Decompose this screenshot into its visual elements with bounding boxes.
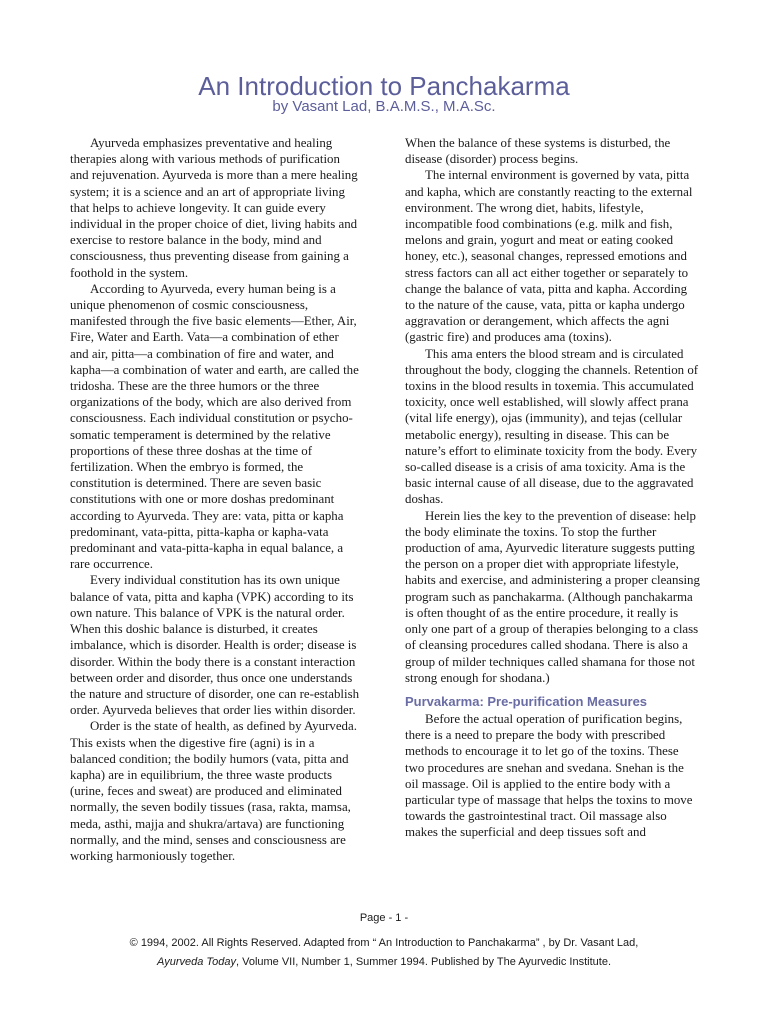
right-column <box>405 135 700 841</box>
paragraph: According to Ayurveda, every human being is a unique phenomenon of cosmic consciousness, manifested through the five basic elements—Ether, Air, Fire, Water and Earth. Vata—a combination of ether and air, pitta—a combination of fire and water, and kapha—a combination of water and earth, are called the tridosha. These are the three humors or the three organizations of the body, which are also derived from consciousness. Each individual constitution or psycho-somatic temperament is determined by the relative proportions of these three doshas at the time of fertilization. When the embryo is formed, the constitution is determined. There are seven basic constitutions with one or more doshas predominant according to Ayurveda. They are: vata, pitta or kapha predominant, vata-pitta, pitta-kapha or kapha-vata predominant and vata-pitta-kapha in equal balance, a rare occurrence. <box>70 281 359 572</box>
paragraph: Before the actual operation of purification begins, there is a need to prepare the body with prescribed methods to encourage it to let go of the toxins. These two procedures are snehan and svedana. Snehan is the oil massage. Oil is applied to the entire body with a particular type of massage that helps the toxins to move towards the gastrointestinal tract. Oil massage also makes the superficial and deep tissues soft and <box>405 711 693 840</box>
paragraph: Every individual constitution has its own unique balance of vata, pitta and kapha (VPK) according to its own nature. This balance of VPK is the natural order. When this doshic balance is disturbed, it creates imbalance, which is disorder. Health is order; disease is disorder. Within the body there is a constant interaction between order and disorder, thus once one understands the nature and structure of disorder, one can re-establish order. Ayurveda believes that order lies within disorder. <box>70 573 360 718</box>
paragraph: Ayurveda emphasizes preventative and healing therapies along with various methods of purification and rejuvenation. Ayurveda is more than a mere healing system; it is a science and an art of appropriate living that helps to achieve longevity. It can guide every individual in the proper choice of diet, living habits and exercise to restore balance in the body, mind and consciousness, thus preventing disease from gaining a foothold in the system. <box>70 136 358 280</box>
section-heading: Purvakarma: Pre-purification Measures <box>405 693 648 709</box>
paragraph-continuation: When the balance of these systems is disturbed, the disease (disorder) process begins. <box>405 136 671 167</box>
paragraph: This ama enters the blood stream and is circulated throughout the body, clogging the channels. Retention of toxins in the blood results in toxemia. This accumulated toxicity, once well established, will slowly affect prana (vital life energy), ojas (immunity), and tejas (cellular metabolic energy), resulting in disease. This can be nature’s effort to eliminate toxicity from the body. Every so-called disease is a crisis of ama toxicity. Ama is the basic internal cause of all disease, due to the aggravated doshas. <box>405 346 699 507</box>
author-byline: by Vasant Lad, B.A.M.S., M.A.Sc. <box>272 98 496 115</box>
paragraph: Order is the state of health, as defined by Ayurveda. This exists when the digestive fire (agni) is in a balanced condition; the bodily humors (vata, pitta and kapha) are in equilibrium, the three waste products (urine, feces and sweat) are produced and eliminated normally, the seven bodily tissues (rasa, rakta, mamsa, meda, asthi, majja and shukra/artava) are functioning normally, and the mind, senses and consciousness are working harmoniously together. <box>70 719 357 863</box>
footer-publication <box>0 955 768 969</box>
paragraph: The internal environment is governed by vata, pitta and kapha, which are constantly reacting to the external environment. The wrong diet, habits, lifestyle, incompatible food combinations (e.g. milk and fish, melons and grain, yogurt and meat or eating cooked honey, etc.), seasonal changes, repressed emotions and stress factors can all act either together or separately to change the balance of vata, pitta and kapha. According to the nature of the cause, vata, pitta or kapha undergo aggravation or derangement, which affects the agni (gastric fire) and produces ama (toxins). <box>405 168 693 345</box>
journal-title: Ayurveda Today <box>156 956 236 968</box>
page-number: Page - 1 - <box>359 912 409 924</box>
paragraph: Herein lies the key to the prevention of disease: help the body eliminate the toxins. To stop the further production of ama, Ayurvedic literature suggests putting the person on a proper diet with appropriate lifestyle, habits and exercise, and administering a proper cleansing program such as panchakarma. (Although panchakarma is often thought of as the entire procedure, it really is only one part of a group of therapies belonging to a class of cleansing procedures called shodana. There is also a group of milder techniques called shamana for those not strong enough for shodana.) <box>405 508 700 685</box>
publication-details: , Volume VII, Number 1, Summer 1994. Published by The Ayurvedic Institute. <box>235 956 611 968</box>
left-column <box>70 135 360 864</box>
document-title: An Introduction to Panchakarma <box>198 71 570 101</box>
footer-copyright: © 1994, 2002. All Rights Reserved. Adapted from “ An Introduction to Panchakarma” , by Dr. Vasant Lad, <box>129 937 639 949</box>
